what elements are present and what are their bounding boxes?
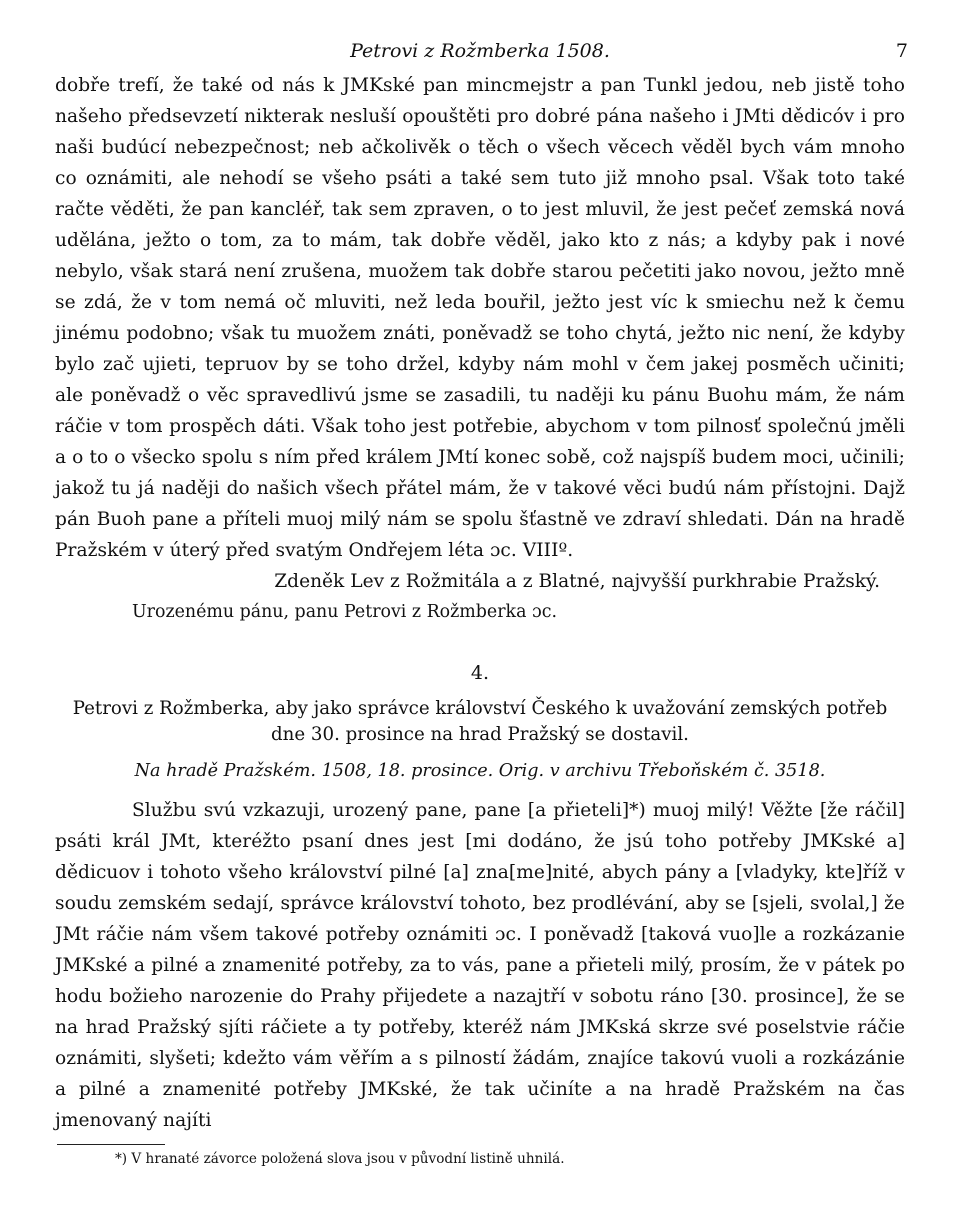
footnote: *) V hranaté závorce položená slova jsou v původní listině uhnilá.	[115, 1151, 565, 1167]
document-regest: Petrovi z Rožmberka, aby jako správce království Českého k uvažování zemských potřeb dne 30. prosince na hrad Pražský se dostavil.	[72, 698, 888, 745]
letter-signature: Zdeněk Lev z Rožmitála a z Blatné, najvyšší purkhrabie Pražský.	[274, 571, 880, 592]
running-head	[55, 40, 908, 70]
document-source: Na hradě Pražském. 1508, 18. prosince. Orig. v archivu Třeboňském č. 3518.	[134, 761, 826, 781]
document-number: 4.	[470, 662, 490, 684]
document-body-text: Službu svú vzkazuji, urozený pane, pane [a přieteli]*) muoj milý! Věžte [že ráčil] psáti král JMt, kteréžto psaní dnes jest [mi dodáno, že jsú toho potřeby JMKské a] dědicuov i tohoto všeho království pilné [a] zna[me]nité, abych pány a [vladyky, kte]říž v soudu zemském sedají, správce království tohoto, bez prodlévání, aby se [sjeli, svolal,] že JMt ráčie nám všem takové potřeby oznámiti ɔc. I poněvadž [taková vuo]le a rozkázanie JMKské a pilné a znamenité potřeby, za to vás, pane a přieteli milý, prosím, že v pátek po hodu božieho narozenie do Prahy přijedete a nazajtří v sobotu ráno [30. prosince], že se na hrad Pražský sjíti ráčiete a ty potřeby, kteréž nám JMKská skrze své poselstvie ráčie oznámiti, slyšeti; kdežto vám věřím a s pilností žádám, znajíce takovú vuoli a rozkázánie a pilné a znamenité potřeby JMKské, že tak učiníte a na hradě Pražském na čas jmenovaný najíti	[55, 800, 905, 1131]
running-title: Petrovi z Rožmberka 1508.	[350, 40, 610, 62]
letter-continuation-text: dobře trefí, že také od nás k JMKské pan mincmejstr a pan Tunkl jedou, neb jistě toho našeho předsevzetí nikterak nesluší opouštěti pro dobré pána našeho i JMti dědicóv i pro naši budúcí nebezpečnost; neb ačkolivěk o těch o všech věcech věděl bych vám mnoho co oznámiti, ale nehodí se všeho psáti a také sem tuto již mnoho psal. Však toto také račte věděti, že pan kancléř, tak sem zpraven, o to jest mluvil, že jest pečeť zemská nová udělána, ježto o tom, za to mám, tak dobře věděl, jako kto z nás; a kdyby pak i nové nebylo, však stará není zrušena, muožem tak dobře starou pečetiti jako novou, ježto mně se zdá, že v tom nemá oč mluviti, než leda bouřil, ježto jest víc k smiechu než k čemu jinému podobno; však tu muožem znáti, poněvadž se toho chytá, ježto nic není, že kdyby bylo zač ujieti, tepruov by se toho držel, kdyby nám mohl v čem jakej posměch učiniti; ale poněvadž o věc spravedlivú jsme se zasadili, tu naději ku pánu Buohu mám, že nám ráčie v tom prospěch dáti. Však toho jest potřebie, abychom v tom pilnosť společnú jměli a o to o všecko spolu s ním před králem JMtí konec sobě, což najspíš budem moci, učinili; jakož tu já naději do našich všech přátel mám, že v takové věci budú nám přístojni. Dajž pán Buoh pane a příteli muoj milý nám se spolu šťastně ve zdraví shledati. Dán na hradě Pražském v úterý před svatým Ondřejem léta ɔc. VIIIº.	[55, 75, 905, 561]
footnote-rule	[57, 1144, 165, 1145]
letter-address: Urozenému pánu, panu Petrovi z Rožmberka ɔc.	[132, 602, 557, 622]
page-number: 7	[895, 40, 908, 62]
document-page	[55, 40, 908, 1169]
